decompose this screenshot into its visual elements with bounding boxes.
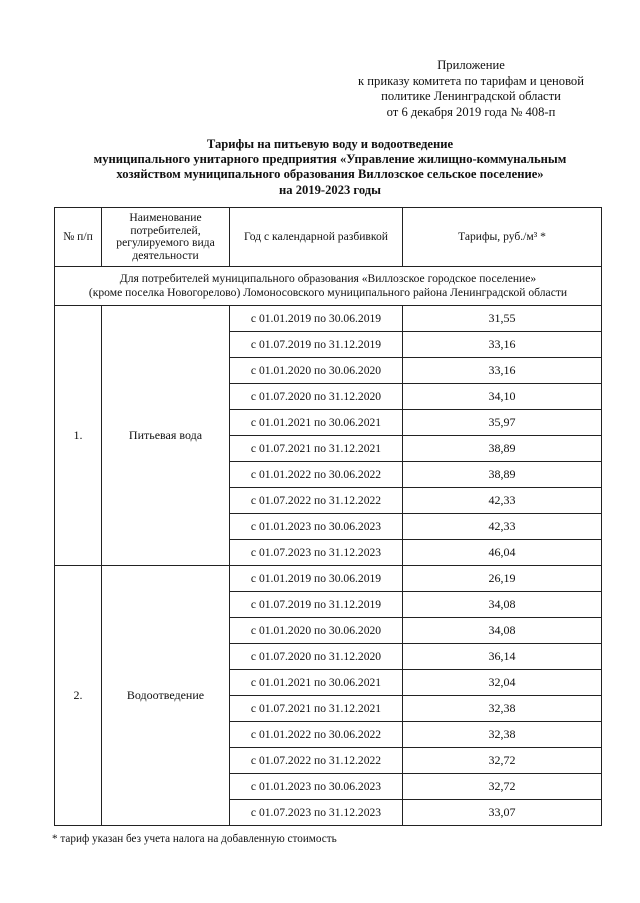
service-name: Водоотведение [102,566,230,826]
tariff-cell: 32,38 [403,722,602,748]
tariff-cell: 33,07 [403,800,602,826]
period-cell: с 01.01.2022 по 30.06.2022 [230,462,403,488]
tariff-cell: 32,38 [403,696,602,722]
tariff-cell: 38,89 [403,436,602,462]
tariff-cell: 33,16 [403,332,602,358]
header-period: Год с календарной разбивкой [230,208,403,267]
period-cell: с 01.01.2023 по 30.06.2023 [230,774,403,800]
period-cell: с 01.07.2022 по 31.12.2022 [230,748,403,774]
appendix-line: к приказу комитета по тарифам и ценовой [358,73,584,88]
tariff-cell: 34,08 [403,618,602,644]
consumer-group-cell [55,267,602,306]
period-cell: с 01.07.2023 по 31.12.2023 [230,800,403,826]
tariff-cell: 26,19 [403,566,602,592]
section-number: 2. [55,566,102,826]
period-cell: с 01.07.2021 по 31.12.2021 [230,696,403,722]
consumer-group-line: (кроме поселка Новогорелово) Ломоносовского муниципального района Ленинградской области [88,286,568,299]
period-cell: с 01.01.2021 по 30.06.2021 [230,670,403,696]
tariff-cell: 34,10 [403,384,602,410]
period-cell: с 01.07.2022 по 31.12.2022 [230,488,403,514]
header-number: № п/п [55,208,102,267]
period-cell: с 01.07.2023 по 31.12.2023 [230,540,403,566]
period-cell: с 01.01.2021 по 30.06.2021 [230,410,403,436]
tariff-table [54,207,602,826]
period-cell: с 01.01.2020 по 30.06.2020 [230,618,403,644]
appendix-line: Приложение [437,58,505,72]
period-cell: с 01.07.2019 по 31.12.2019 [230,592,403,618]
tariff-cell: 31,55 [403,306,602,332]
tariff-cell: 42,33 [403,488,602,514]
period-cell: с 01.07.2020 по 31.12.2020 [230,644,403,670]
document-title [40,137,620,198]
period-cell: с 01.07.2020 по 31.12.2020 [230,384,403,410]
footnote: * тариф указан без учета налога на добавленную стоимость [52,833,337,845]
title-line: Тарифы на питьевую воду и водоотведение [206,137,454,151]
period-cell: с 01.07.2019 по 31.12.2019 [230,332,403,358]
consumer-group-line: Для потребителей муниципального образования «Виллозское городское поселение» [119,272,537,285]
tariff-cell: 46,04 [403,540,602,566]
tariff-cell: 32,72 [403,748,602,774]
tariff-cell: 32,72 [403,774,602,800]
header-tariff: Тарифы, руб./м³ * [403,208,602,267]
tariff-cell: 38,89 [403,462,602,488]
tariff-cell: 34,08 [403,592,602,618]
tariff-cell: 35,97 [403,410,602,436]
table-row [55,566,602,592]
title-line: хозяйством муниципального образования Виллозское сельское поселение» [116,167,544,182]
table-header-row [55,208,602,267]
service-name: Питьевая вода [102,306,230,566]
tariff-cell: 36,14 [403,644,602,670]
appendix-line: от 6 декабря 2019 года № 408-п [386,104,556,119]
period-cell: с 01.01.2019 по 30.06.2019 [230,306,403,332]
appendix-block [340,58,602,120]
consumer-group-row [55,267,602,306]
tariff-cell: 42,33 [403,514,602,540]
header-consumer-name: Наименование потребителей, регулируемого вида деятельности [102,208,230,267]
period-cell: с 01.01.2022 по 30.06.2022 [230,722,403,748]
section-number: 1. [55,306,102,566]
period-cell: с 01.01.2019 по 30.06.2019 [230,566,403,592]
title-line: на 2019-2023 годы [279,182,381,197]
appendix-line: политике Ленинградской области [381,89,561,103]
period-cell: с 01.01.2020 по 30.06.2020 [230,358,403,384]
period-cell: с 01.01.2023 по 30.06.2023 [230,514,403,540]
period-cell: с 01.07.2021 по 31.12.2021 [230,436,403,462]
tariff-cell: 33,16 [403,358,602,384]
tariff-cell: 32,04 [403,670,602,696]
title-line: муниципального унитарного предприятия «Управление жилищно-коммунальным [93,152,567,167]
table-row [55,306,602,332]
